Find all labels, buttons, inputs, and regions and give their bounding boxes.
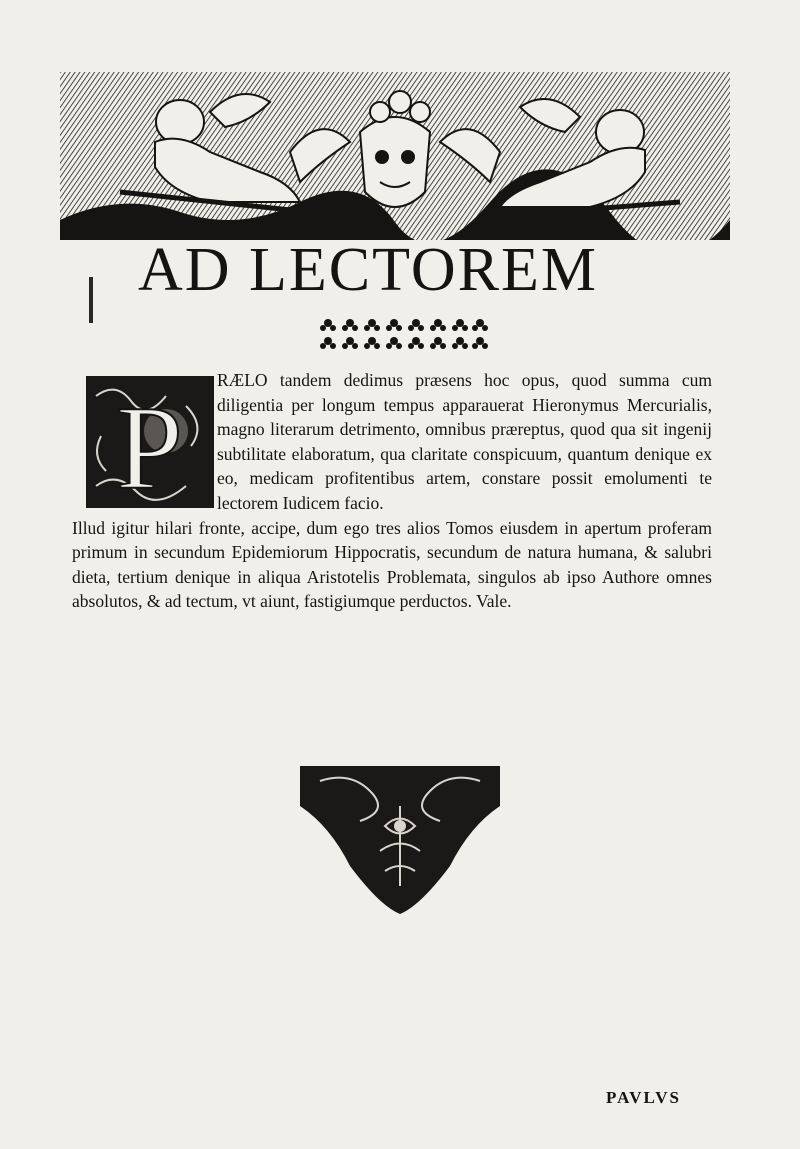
body-paragraph <box>72 368 712 614</box>
headpiece-woodcut-ornament <box>60 72 730 240</box>
page-title <box>138 235 698 306</box>
initial-letter: P <box>116 381 183 508</box>
body-text <box>72 368 712 614</box>
body-rest: Illud igitur hilari fronte, accipe, dum ego tres alios Tomos eiusdem in apertum proferam primum in secundum Epidemiorum Hippocratis, secundum de natura humana, & salubri dieta, tertium denique in aliqua Aristotelis Problemata, singulos ab ipso Authore omnes absolutos, & ad tectum, vt aiunt, fastigiumque perductos. <box>72 517 712 612</box>
closing-vale: Vale. <box>476 591 512 612</box>
page-title-text: AD LECTOREM <box>138 236 599 304</box>
catchword: PAVLVS <box>606 1088 681 1107</box>
margin-mark <box>86 275 96 325</box>
fleuron-ornament-row <box>318 314 490 354</box>
tailpiece-woodcut-ornament <box>300 766 500 914</box>
body-first-block: RÆLO tandem dedimus præsens hoc opus, quod summa cum diligentia per longum tempus apparauerat Hieronymus Mercurialis, magno literarum detrimento, omnibus præreptus, quod qua sit ingenij subtilitate elaboratum, qua claritate conspicuum, quantum denique ex eo, medicam profitentibus artem, constare possit emolumenti te lectorem Iudicem facio. <box>217 370 712 513</box>
